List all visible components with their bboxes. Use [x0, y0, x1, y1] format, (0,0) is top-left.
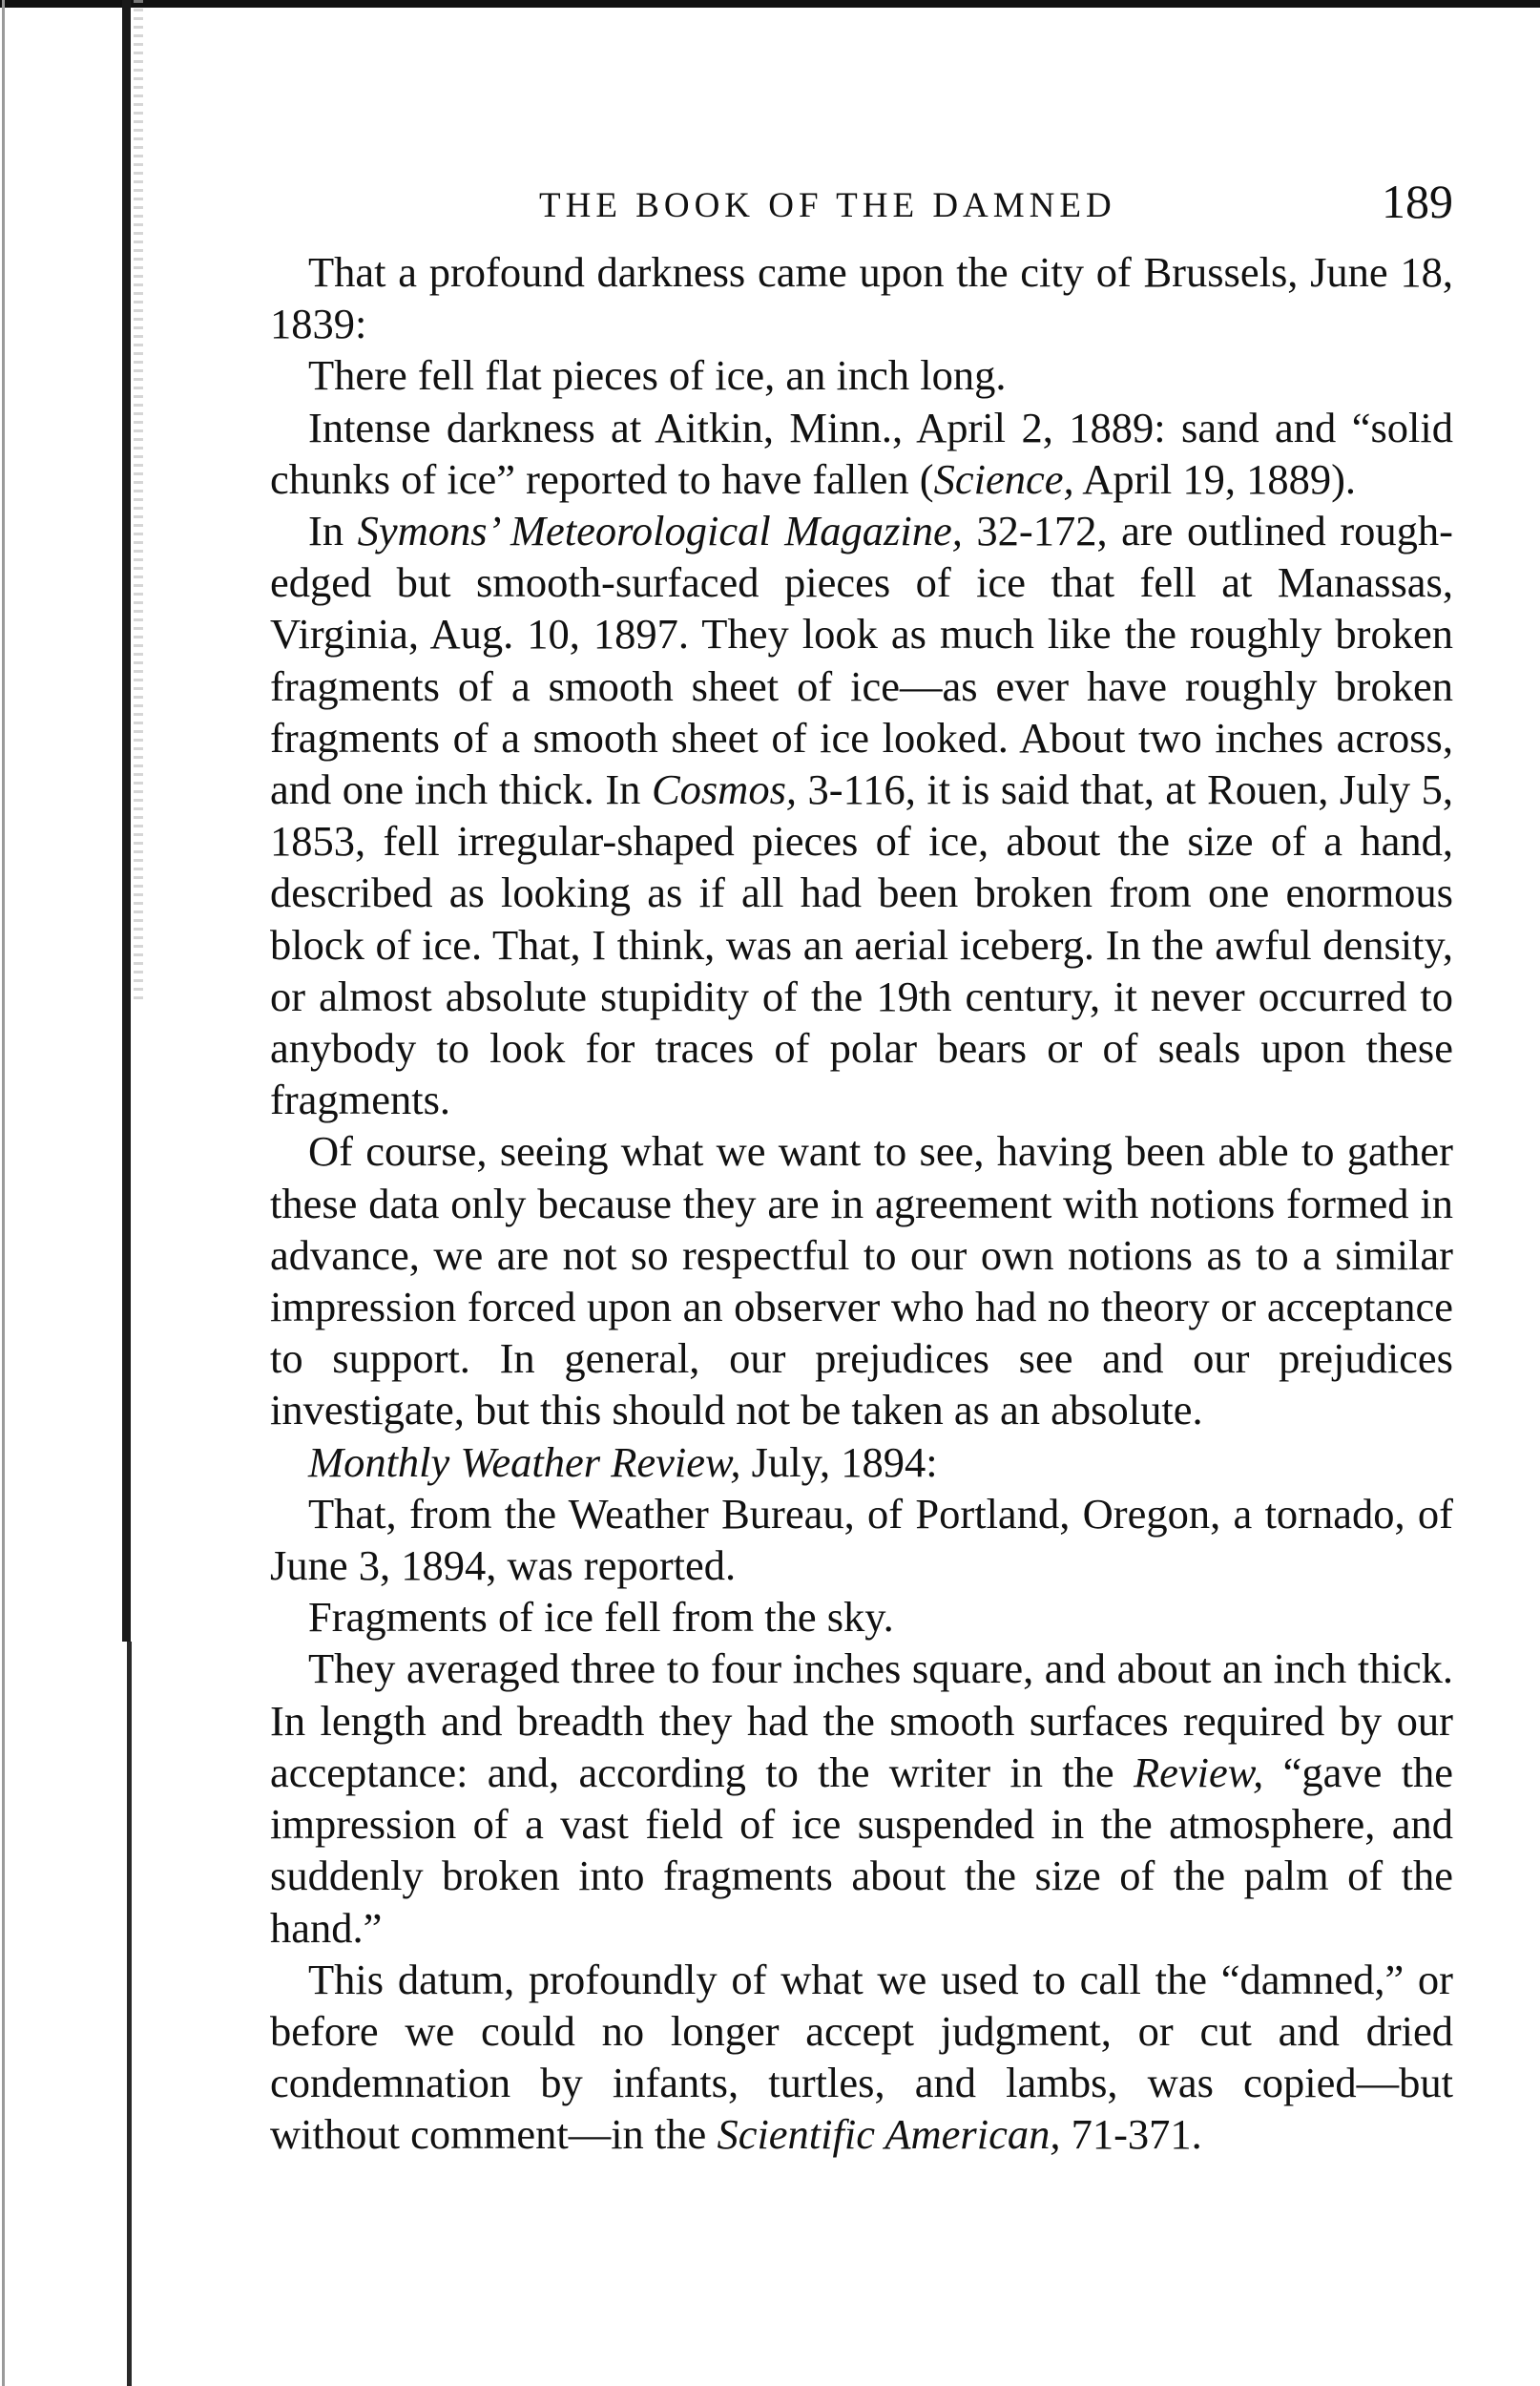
- binding-edge-line: [2, 0, 5, 2386]
- running-head: [270, 175, 1453, 235]
- citation-title: Science,: [933, 454, 1074, 503]
- paragraph: [270, 1125, 1453, 1435]
- text-run: That a profound darkness came upon the city of Brussels, June 18, 1839:: [270, 248, 1453, 348]
- paragraph: [270, 1954, 1453, 2161]
- text-run: Fragments of ice fell from the sky.: [308, 1593, 894, 1642]
- text-run: Intense darkness at Aitkin, Minn., April 2, 1889: sand and “solid chunks of ice” reported to have fallen (: [270, 403, 1453, 503]
- text-run: July, 1894:: [740, 1437, 938, 1486]
- page-number: 189: [1382, 175, 1453, 228]
- binding-shadow: [122, 0, 131, 1642]
- text-run: There fell flat pieces of ice, an inch long.: [308, 351, 1007, 400]
- citation-title: Monthly Weather Review,: [308, 1437, 741, 1486]
- paragraph: [270, 1591, 1453, 1643]
- paragraph: [270, 505, 1453, 1125]
- text-run: “gave the impression of a vast field of ice suspended in the atmosphere, and suddenly broken into fragments about the size of the palm of the hand.”: [270, 1748, 1453, 1952]
- paragraph: [270, 402, 1453, 505]
- paragraph: [270, 1436, 1453, 1488]
- paragraph: [270, 1643, 1453, 1953]
- citation-title: Scientific American,: [717, 2110, 1061, 2159]
- text-run: 71-371.: [1060, 2110, 1202, 2159]
- citation-title: Cosmos,: [651, 765, 798, 814]
- text-run: That, from the Weather Bureau, of Portland, Oregon, a tornado, of June 3, 1894, was reported.: [270, 1489, 1453, 1590]
- page-top-edge: [0, 0, 1540, 8]
- running-title: THE BOOK OF THE DAMNED: [539, 186, 1116, 225]
- paragraph: [270, 349, 1453, 401]
- text-run: 32-172, are outlined rough-edged but smooth-surfaced pieces of ice that fell at Manassas, Virginia, Aug. 10, 1897. They look as much like the roughly broken fragments of a smooth sheet of ice—as ever have roughly broken fragments of a smooth sheet of ice looked. About two inches across, and one inch thick. In: [270, 507, 1453, 814]
- text-run: They averaged three to four inches square, and about an inch thick. In length and breadth they had the smooth surfaces required by our acceptance: and, according to the writer in the: [270, 1644, 1453, 1796]
- text-run: In: [308, 507, 358, 555]
- body-text: [270, 246, 1453, 2161]
- paragraph: [270, 246, 1453, 349]
- text-run: 3-116, it is said that, at Rouen, July 5, 1853, fell irregular-shaped pieces of ice, about the size of a hand, described as looking as if all had been broken from one enormous block of ice. That, I think, was an aerial iceberg. In the awful density, or almost absolute stupidity of the 19th century, it never occurred to anybody to look for traces of polar bears or of seals upon these fragments.: [270, 765, 1453, 1124]
- binding-gutter: [0, 0, 143, 2386]
- text-run: This datum, profoundly of what we used to call the “damned,” or before we could no longer accept judgment, or cut and dried condemnation by infants, turtles, and lambs, was copied—but without comment—in the: [270, 1955, 1453, 2159]
- text-run: Of course, seeing what we want to see, having been able to gather these data only because they are in agreement with notions formed in advance, we are not so respectful to our own notions as to a similar impression forced upon an observer who had no theory or acceptance to support. In general, our prejudices see and our prejudices investigate, but this should not be taken as an absolute.: [270, 1127, 1453, 1434]
- binding-texture: [134, 0, 143, 1002]
- text-run: April 19, 1889).: [1073, 454, 1357, 503]
- citation-title: Symons’ Meteorological Magazine,: [357, 507, 963, 555]
- paragraph: [270, 1488, 1453, 1591]
- citation-title: Review,: [1133, 1748, 1264, 1796]
- binding-shadow-lower: [127, 1642, 132, 2386]
